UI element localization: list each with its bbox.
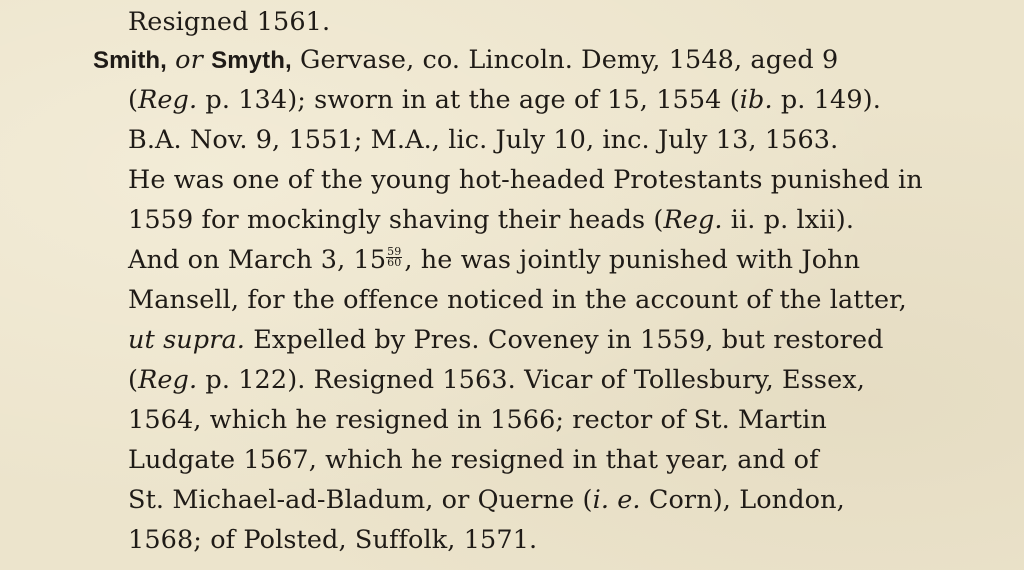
line-3 <box>128 80 881 120</box>
line-5 <box>128 160 923 200</box>
entry-heading-rest: Gervase, co. Lincoln. Demy, 1548, aged 9 <box>299 45 839 75</box>
line-10-rest: p. 122). Resigned 1563. Vicar of Tollesbury, Essex, <box>197 365 865 395</box>
line-14 <box>128 520 537 560</box>
fraction-numerator: 59 <box>387 245 402 258</box>
fraction-denominator: 60 <box>387 256 402 269</box>
line-9 <box>128 320 884 360</box>
entry-name-smith: Smith, <box>93 47 167 74</box>
line-12-text: Ludgate 1567, which he resigned in that year, and of <box>128 445 819 475</box>
line-4-text: B.A. Nov. 9, 1551; M.A., lic. July 10, inc. July 13, 1563. <box>128 125 839 155</box>
line-5-text: He was one of the young hot-headed Protestants punished in <box>128 165 923 195</box>
year-fraction <box>386 247 402 268</box>
line-7-end: , he was jointly punished with John <box>404 245 861 275</box>
line-9-rest: Expelled by Pres. Coveney in 1559, but restored <box>245 325 884 355</box>
line-3-end: p. 149). <box>772 85 881 115</box>
reg-abbrev: Reg. <box>138 365 198 395</box>
line-13-start: St. Michael-ad-Bladum, or Querne ( <box>128 485 593 515</box>
line-8 <box>128 280 907 320</box>
line-6-start: 1559 for mockingly shaving their heads ( <box>128 205 664 235</box>
line-resigned-1561 <box>128 2 330 42</box>
reg-abbrev: Reg. <box>138 85 198 115</box>
line-13 <box>128 480 845 520</box>
line-6-end: ii. p. lxii). <box>722 205 855 235</box>
line-8-text: Mansell, for the offence noticed in the account of the latter, <box>128 285 907 315</box>
line-6 <box>128 200 854 240</box>
line-4 <box>128 120 838 160</box>
line-13-end: Corn), London, <box>640 485 845 515</box>
entry-name-smyth: Smyth, <box>211 47 292 74</box>
paren-open: ( <box>128 85 139 115</box>
paren-open: ( <box>128 365 139 395</box>
entry-heading-line <box>93 40 838 81</box>
line-11-text: 1564, which he resigned in 1566; rector of St. Martin <box>128 405 827 435</box>
line-3-middle: p. 134); sworn in at the age of 15, 1554 ( <box>197 85 740 115</box>
line-11 <box>128 400 827 440</box>
line-12 <box>128 440 819 480</box>
text-resigned-1561: Resigned 1561. <box>128 7 331 37</box>
line-14-text: 1568; of Polsted, Suffolk, 1571. <box>128 525 538 555</box>
line-10 <box>128 360 865 400</box>
ie-abbrev: i. e. <box>592 485 641 515</box>
ib-abbrev: ib. <box>739 85 773 115</box>
reg-abbrev: Reg. <box>663 205 723 235</box>
line-7 <box>128 240 860 280</box>
line-7-start: And on March 3, 15 <box>128 245 387 275</box>
ut-supra: ut supra. <box>128 325 246 355</box>
entry-or: or <box>175 45 203 75</box>
